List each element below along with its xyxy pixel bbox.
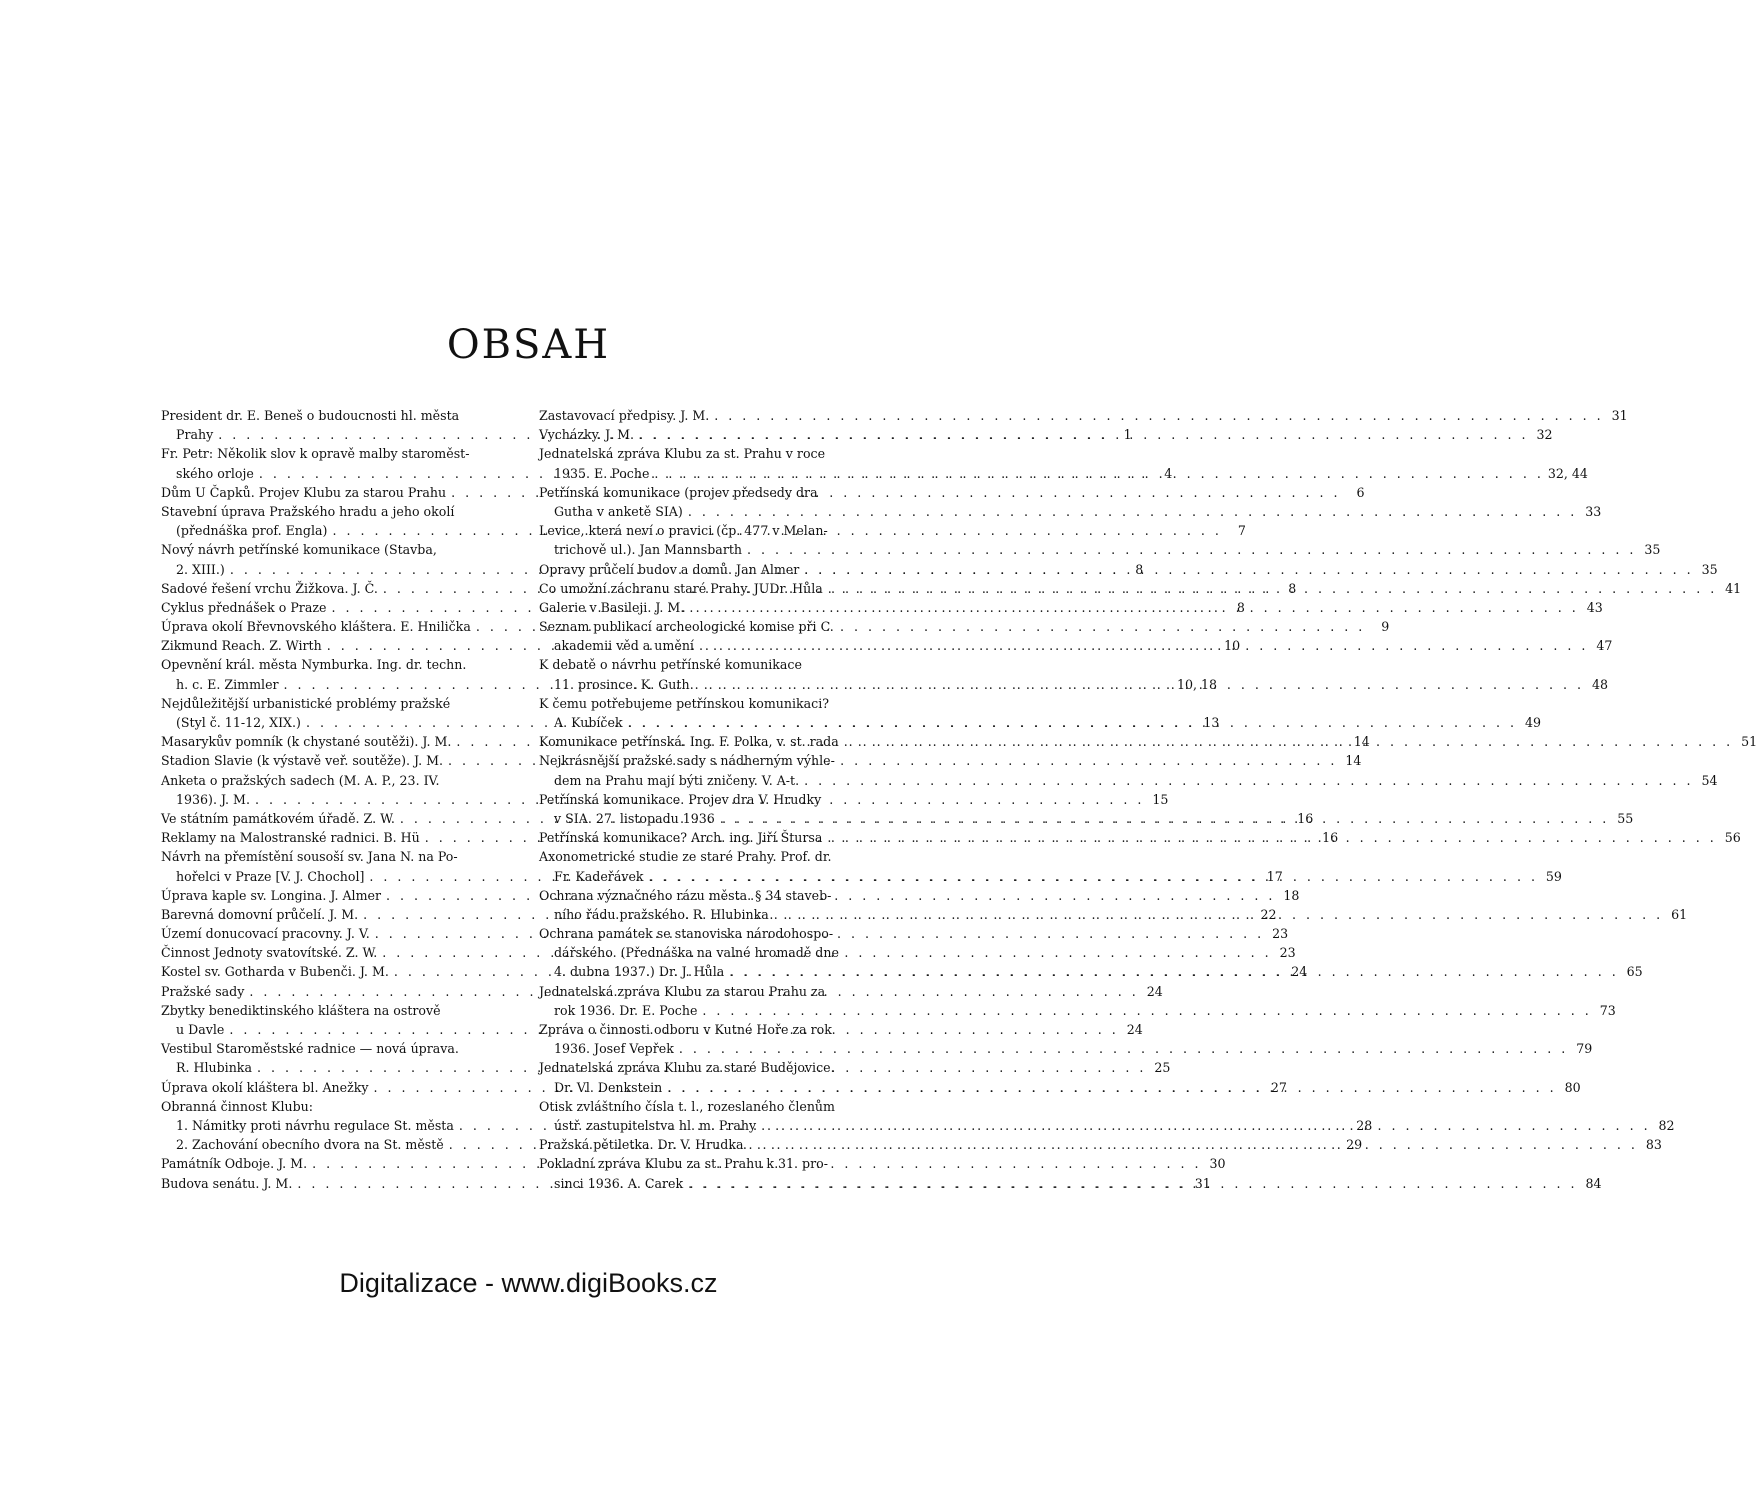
toc-entry-text: 11. prosince. K. Guth — [554, 676, 690, 692]
toc-page-number: 82 — [1658, 1117, 1675, 1133]
toc-page-number: 14 — [1345, 753, 1362, 769]
toc-entry-line — [539, 617, 891, 636]
toc-entry-text: Nový návrh petřínské komunikace (Stavba, — [161, 542, 437, 558]
toc-entry-line — [161, 502, 513, 521]
toc-page-number: 51 — [1741, 734, 1757, 750]
toc-entry-text: Opevnění král. města Nymburka. Ing. dr. techn. — [161, 657, 467, 673]
toc-entry — [539, 560, 1718, 579]
toc-entry — [539, 521, 1661, 559]
toc-entry-line — [539, 560, 1718, 579]
toc-page-number: 1 — [1123, 427, 1132, 443]
toc-page-number: 10 — [1224, 638, 1241, 654]
toc-entry-text: Jednatelská zpráva Klubu za staré Budějovice. — [539, 1060, 835, 1076]
toc-entry-text: Ochrana památek se stanoviska národohospo- — [539, 926, 834, 942]
toc-page-number: 35 — [1701, 561, 1718, 577]
toc-entry — [161, 1097, 513, 1116]
toc-entry-text: Anketa o pražských sadech (M. A. P., 23. IV. — [161, 772, 440, 788]
toc-page-number: 43 — [1586, 599, 1603, 615]
toc-page-number: 48 — [1591, 676, 1608, 692]
toc-page-number: 23 — [1279, 945, 1296, 961]
dot-leader — [839, 732, 1733, 751]
toc-entry-text: Komunikace petřínská. Ing. F. Polka, v. st. rada — [539, 734, 839, 750]
toc-entry-text: 2. Zachování obecního dvora na St. městě — [176, 1137, 444, 1153]
toc-entry-line — [161, 847, 513, 866]
toc-entry-line — [539, 751, 891, 770]
toc-entry-line — [161, 406, 513, 425]
toc-entry-text: Sadové řešení vrchu Žižkova. J. Č. — [161, 580, 378, 596]
toc-page-number: 29 — [1346, 1137, 1363, 1153]
toc-page-number: 31 — [1611, 408, 1628, 423]
toc-page-number: 59 — [1545, 868, 1562, 884]
toc-entry-text: Území donucovací pracovny. J. V. — [161, 926, 370, 942]
toc-entry-line — [539, 1154, 891, 1173]
toc-page-number: 22 — [1260, 906, 1277, 922]
toc-page-number: 16 — [1322, 830, 1339, 846]
toc-entry-text: Opravy průčelí budov a domů. Jan Almer — [539, 561, 800, 577]
toc-entry-text: A. Kubíček — [554, 715, 623, 730]
toc-entry-text: Gutha v anketě SIA) — [554, 503, 683, 519]
toc-page-number: 84 — [1585, 1175, 1602, 1191]
toc-entry-text: Axonometrické studie ze staré Prahy. Prof. dr. — [539, 849, 832, 865]
toc-page-number: 10, 18 — [1176, 676, 1218, 692]
toc-entry-text: Úprava okolí Břevnovského kláštera. E. Hnilička — [161, 619, 471, 635]
toc-entry-line — [539, 771, 1718, 790]
toc-entry-text: hořelci v Praze [V. J. Chochol] — [176, 868, 365, 884]
toc-entry-line — [161, 655, 513, 674]
dot-leader — [769, 905, 1663, 924]
toc-entry-text: Ve státním památkovém úřadě. Z. W. — [161, 810, 395, 826]
toc-entry-text: Cyklus přednášek o Praze — [161, 599, 327, 615]
toc-entry-line — [539, 598, 1603, 617]
toc-entry-text: (přednáška prof. Engla) — [176, 523, 328, 539]
toc-page-number: 31 — [1194, 1175, 1211, 1191]
toc-entry-text: Zbytky benediktinského kláštera na ostrově — [161, 1002, 441, 1018]
dot-leader — [684, 598, 1578, 617]
toc-entry-text: dářského. (Přednáška na valné hromadě dne — [554, 945, 839, 961]
toc-entry-text: Vestibul Staroměstské radnice — nová úprava. — [161, 1041, 459, 1057]
toc-entry-text: (Styl č. 11-12, XIX.) — [176, 715, 301, 730]
toc-entry-line — [539, 1020, 891, 1039]
toc-page-number: 73 — [1599, 1002, 1616, 1018]
toc-entry-line — [161, 1039, 513, 1058]
toc-page-number: 23 — [1272, 926, 1289, 942]
toc-entry-line — [539, 483, 891, 502]
toc-entry-line — [539, 540, 1661, 559]
toc-page-number: 24 — [1146, 983, 1163, 999]
toc-entry-text: 1936). J. M. — [176, 791, 250, 807]
toc-page-number: 7 — [1237, 523, 1246, 539]
toc-entry-line — [161, 444, 513, 463]
dot-leader — [799, 771, 1693, 790]
toc-page-number: 27 — [1270, 1079, 1287, 1095]
toc-entry — [539, 444, 1588, 482]
toc-page-number: 65 — [1626, 964, 1643, 980]
toc-entry-line — [539, 1001, 1616, 1020]
dot-leader — [823, 579, 1717, 598]
toc-page-number: 61 — [1671, 906, 1688, 922]
toc-entry-text: Vycházky. J. M. — [539, 427, 635, 443]
toc-entry-text: Zikmund Reach. Z. Wirth — [161, 638, 322, 654]
dot-leader — [742, 540, 1636, 559]
toc-entry-text: rok 1936. Dr. E. Poche — [554, 1002, 698, 1018]
toc-entry-text: Zastavovací předpisy. J. M. — [539, 408, 710, 423]
toc-entry-text: Dům U Čapků. Projev Klubu za starou Prahu — [161, 484, 447, 500]
toc-page-number: 24 — [1126, 1022, 1143, 1037]
dot-leader — [799, 560, 1693, 579]
toc-page-number: 56 — [1724, 830, 1741, 846]
toc-entry-line — [539, 655, 891, 674]
toc-entry-line — [539, 982, 891, 1001]
toc-entry-text: Jednatelská zpráva Klubu za starou Prahu za — [539, 983, 826, 999]
toc-entry-line — [539, 425, 1553, 444]
dot-leader — [683, 1174, 1577, 1193]
toc-page-number: 14 — [1353, 734, 1370, 750]
toc-entry-text: Kostel sv. Gotharda v Bubenči. J. M. — [161, 964, 389, 980]
dot-leader — [649, 464, 1543, 483]
toc-entry-text: Úprava okolí kláštera bl. Anežky — [161, 1079, 369, 1095]
dot-leader — [623, 713, 1517, 732]
toc-page-number: 32 — [1536, 427, 1553, 443]
toc-entry-text: Dr. Vl. Denkstein — [554, 1079, 663, 1095]
toc-page-number: 15 — [1152, 791, 1169, 807]
toc-entry-text: 1936. Josef Vepřek — [554, 1041, 674, 1057]
toc-entry-line — [161, 1097, 513, 1116]
toc-entry-line — [539, 444, 891, 463]
toc-entry-text: ního řádu pražského. R. Hlubinka — [554, 906, 769, 922]
toc-page-number: 8 — [1135, 561, 1144, 577]
toc-entry-line — [539, 1097, 891, 1116]
toc-entry-line — [539, 1039, 1593, 1058]
toc-entry-line — [161, 540, 513, 559]
toc-entry-line — [161, 694, 513, 713]
toc-page-number: 4 — [1164, 465, 1173, 481]
toc-entry-text: Jednatelská zpráva Klubu za st. Prahu v roce — [539, 446, 826, 462]
toc-entry-text: h. c. E. Zimmler — [176, 676, 279, 692]
toc-entry-text: K debatě o návrhu petřínské komunikace — [539, 657, 802, 673]
toc-entry-text: Barevná domovní průčelí. J. M. — [161, 906, 359, 922]
toc-entry-text: Levice, která neví o pravici (čp. 477 v Melan- — [539, 523, 828, 539]
toc-entry-text: Petřínská komunikace? Arch. ing. Jiří Štursa — [539, 830, 823, 846]
toc-page-number: 35 — [1644, 542, 1661, 558]
toc-page-number: 80 — [1564, 1079, 1581, 1095]
dot-leader — [744, 1135, 1638, 1154]
footer-watermark: Digitalizace - www.digiBooks.cz — [339, 1268, 718, 1298]
toc-page-number: 54 — [1701, 772, 1718, 788]
toc-page-number: 24 — [1291, 964, 1308, 980]
toc-entry — [539, 406, 1628, 425]
toc-page-number: 8 — [1288, 580, 1297, 596]
toc-page-number: 83 — [1645, 1137, 1662, 1153]
toc-page-number: 32, 44 — [1547, 465, 1588, 481]
toc-page-number: 41 — [1725, 580, 1742, 596]
toc-entry-line — [539, 886, 891, 905]
toc-page-number: 8 — [1236, 599, 1245, 615]
toc-page-number: 9 — [1381, 619, 1390, 635]
toc-entry-text: Úprava kaple sv. Longina. J. Almer — [161, 887, 381, 903]
toc-page-number: 30 — [1209, 1156, 1226, 1172]
toc-entry-text: President dr. E. Beneš o budoucnosti hl. města — [161, 408, 460, 423]
toc-entry-text: Činnost Jednoty svatovítské. Z. W. — [161, 945, 378, 961]
toc-entry-text: K čemu potřebujeme petřínskou komunikaci? — [539, 695, 829, 711]
toc-entry-text: Otisk zvláštního čísla t. l., rozeslaného členům — [539, 1098, 835, 1114]
toc-entry-text: 1935. E. Poche — [554, 465, 650, 481]
dot-leader — [724, 962, 1618, 981]
toc-entry — [539, 579, 1742, 598]
toc-page-number: 33 — [1585, 503, 1602, 519]
dot-leader — [634, 425, 1528, 444]
toc-entry-text: Petřínská komunikace (projev předsedy dra — [539, 484, 818, 500]
toc-entry-text: R. Hlubinka — [176, 1060, 252, 1076]
dot-leader — [683, 502, 1577, 521]
toc-entry — [539, 598, 1603, 617]
toc-entry-line — [539, 924, 891, 943]
toc-entry-text: Nejdůležitější urbanistické problémy pražské — [161, 695, 451, 711]
dot-leader — [697, 1001, 1591, 1020]
toc-entry-line — [539, 579, 1742, 598]
toc-entry-line — [161, 1001, 513, 1020]
toc-entry-text: dem na Prahu mají býti zničeny. V. A-t. — [554, 772, 800, 788]
toc-page-number: 17 — [1266, 868, 1283, 884]
toc-page-number: 6 — [1356, 484, 1365, 500]
toc-entry-text: Obranná činnost Klubu: — [161, 1098, 314, 1114]
toc-entry — [539, 483, 1602, 521]
dot-leader — [715, 809, 1609, 828]
toc-entry-text: v SIA. 27. listopadu 1936 — [554, 810, 715, 826]
toc-entry-text: akademii věd a umění — [554, 638, 694, 654]
toc-entry-text: Prahy — [176, 427, 214, 443]
toc-entry-text: Stadion Slavie (k výstavě veř. soutěže). J. M. — [161, 753, 443, 769]
toc-entry-text: Galerie v Basileji. J. M. — [539, 599, 685, 615]
dot-leader — [674, 1039, 1568, 1058]
toc-entry-text: Petřínská komunikace. Projev dra V. Hrudky — [539, 791, 822, 807]
dot-leader — [694, 636, 1588, 655]
toc-entry-line — [161, 771, 513, 790]
toc-entry-line — [539, 502, 1602, 521]
toc-page-number: 16 — [1297, 810, 1314, 826]
toc-page-number: 49 — [1524, 715, 1541, 730]
toc-entry-line — [539, 694, 891, 713]
dot-leader — [822, 828, 1716, 847]
toc-entry-line — [539, 943, 891, 962]
toc-entry-text: Masarykův pomník (k chystané soutěži). J. M. — [161, 734, 452, 750]
toc-entry-text: Seznam publikací archeologické komise při C. — [539, 619, 834, 635]
toc-entry-text: Pražské sady — [161, 983, 245, 999]
toc-entry-text: ústř. zastupitelstva hl. m. Prahy — [554, 1117, 757, 1133]
toc-entry-line — [539, 790, 891, 809]
toc-entry-text: Pražská pětiletka. Dr. V. Hrudka — [539, 1137, 744, 1153]
toc-entry-text: Budova senátu. J. M. — [161, 1175, 293, 1191]
toc-entry-text: 2. XIII.) — [176, 561, 225, 577]
toc-entry-text: Pokladní zpráva Klubu za st. Prahu k 31. pro- — [539, 1156, 828, 1172]
toc-page-number: 25 — [1154, 1060, 1171, 1076]
dot-leader — [644, 867, 1538, 886]
toc-entry-line — [539, 847, 891, 866]
toc-entry-text: trichově ul.). Jan Mannsbarth — [554, 542, 743, 558]
toc-page-number: 55 — [1617, 810, 1634, 826]
toc-page-number: 18 — [1283, 887, 1300, 903]
toc-entry-text: Nejkrásnější pražské sady s nádherným výhle- — [539, 753, 835, 769]
toc-entry-text: Fr. Kadeřávek — [554, 868, 644, 884]
toc-entry-line — [539, 406, 1628, 425]
dot-leader — [662, 1078, 1556, 1097]
toc-entry-text: sinci 1936. A. Carek — [554, 1175, 684, 1191]
toc-entry-text: u Davle — [176, 1022, 225, 1037]
page-title: OBSAH — [446, 322, 611, 368]
toc-entry-text: Památník Odboje. J. M. — [161, 1156, 308, 1172]
toc-entry-text: Návrh na přemístění sousoší sv. Jana N. na Po- — [161, 849, 458, 865]
toc-entry-text: Stavební úprava Pražského hradu a jeho okolí — [161, 503, 455, 519]
toc-page-number: 28 — [1356, 1117, 1373, 1133]
dot-leader — [709, 406, 1603, 425]
toc-entry-text: 1. Námitky proti návrhu regulace St. města — [176, 1117, 454, 1133]
toc-page-number: 47 — [1596, 638, 1613, 654]
toc-page-number: 13 — [1203, 715, 1220, 730]
dot-leader — [756, 1116, 1650, 1135]
toc-entry-text: Co umožní záchranu staré Prahy. JUDr. Hůla — [539, 580, 823, 596]
dot-leader — [690, 675, 1584, 694]
toc-entry-text: Fr. Petr: Několik slov k opravě malby staroměst- — [161, 446, 470, 462]
toc-entry-text: 4. dubna 1937.) Dr. J. Hůla — [554, 964, 725, 980]
toc-entry-line — [539, 521, 891, 540]
toc-entry-line — [539, 464, 1588, 483]
toc-entry-text: Zpráva o činnosti odboru v Kutné Hoře za rok — [539, 1022, 832, 1037]
toc-entry-text: ského orloje — [176, 465, 254, 481]
toc-entry-text: Ochrana význačného rázu města. § 34 staveb- — [539, 887, 832, 903]
toc-entry-text: Reklamy na Malostranské radnici. B. Hü — [161, 830, 420, 846]
toc-page-number: 79 — [1576, 1041, 1593, 1057]
toc-entry-line — [539, 1058, 891, 1077]
toc-entry — [539, 425, 1553, 444]
